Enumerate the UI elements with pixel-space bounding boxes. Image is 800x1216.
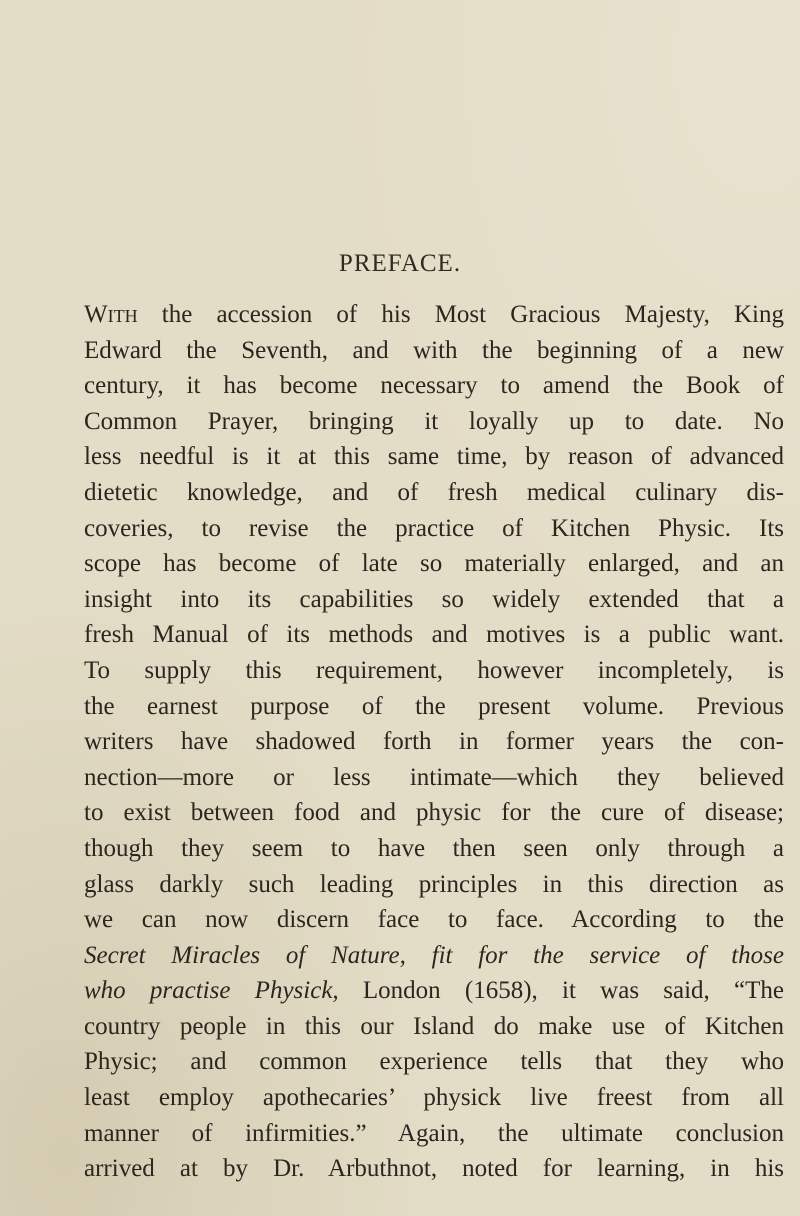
text-line: scope has become of late so materially enlarged, and an: [84, 550, 784, 578]
text-line: manner of infirmities.” Again, the ultimate conclusion: [84, 1119, 784, 1147]
text-line: writers have shadowed forth in former years the con-: [84, 728, 784, 756]
text-line: arrived at by Dr. Arbuthnot, noted for learning, in his: [84, 1155, 784, 1183]
text-line: [84, 973, 784, 1009]
text-line: country people in this our Island do make use of Kitchen: [84, 1012, 784, 1040]
text-line: Common Prayer, bringing it loyally up to date. No: [84, 407, 784, 435]
text-line: less needful is it at this same time, by reason of advanced: [84, 443, 784, 471]
text-line: fresh Manual of its methods and motives is a public want.: [84, 621, 784, 649]
text-line: the earnest purpose of the present volume. Previous: [84, 692, 784, 720]
text-line: least employ apothecaries’ physick live freest from all: [84, 1084, 784, 1112]
text-line: dietetic knowledge, and of fresh medical culinary dis-: [84, 478, 784, 506]
text-line: glass darkly such leading principles in this direction as: [84, 870, 784, 898]
text-line: to exist between food and physic for the cure of disease;: [84, 799, 784, 827]
preface-body: [84, 297, 784, 1187]
text-line: To supply this requirement, however incompletely, is: [84, 656, 784, 684]
text-line-italic: Secret Miracles of Nature, fit for the service of those: [84, 941, 784, 969]
text-line: though they seem to have then seen only through a: [84, 834, 784, 862]
text-line: insight into its capabilities so widely extended that a: [84, 585, 784, 613]
line-text: London (1658), it was said, “The: [338, 977, 784, 1005]
text-line: [84, 297, 784, 333]
text-line: Edward the Seventh, and with the beginning of a new: [84, 336, 784, 364]
italic-title-part: who practise Physick,: [84, 977, 339, 1005]
text-line: nection—more or less intimate—which they believed: [84, 763, 784, 791]
page-title: PREFACE.: [338, 250, 462, 277]
text-line: coveries, to revise the practice of Kitchen Physic. Its: [84, 514, 784, 542]
text-line: century, it has become necessary to amend the Book of: [84, 372, 784, 400]
line-text: the accession of his Most Gracious Majesty, King: [137, 301, 784, 328]
small-caps-opening: With: [84, 301, 138, 328]
text-line: we can now discern face to face. According to the: [84, 906, 784, 934]
text-line: Physic; and common experience tells that they who: [84, 1048, 784, 1076]
